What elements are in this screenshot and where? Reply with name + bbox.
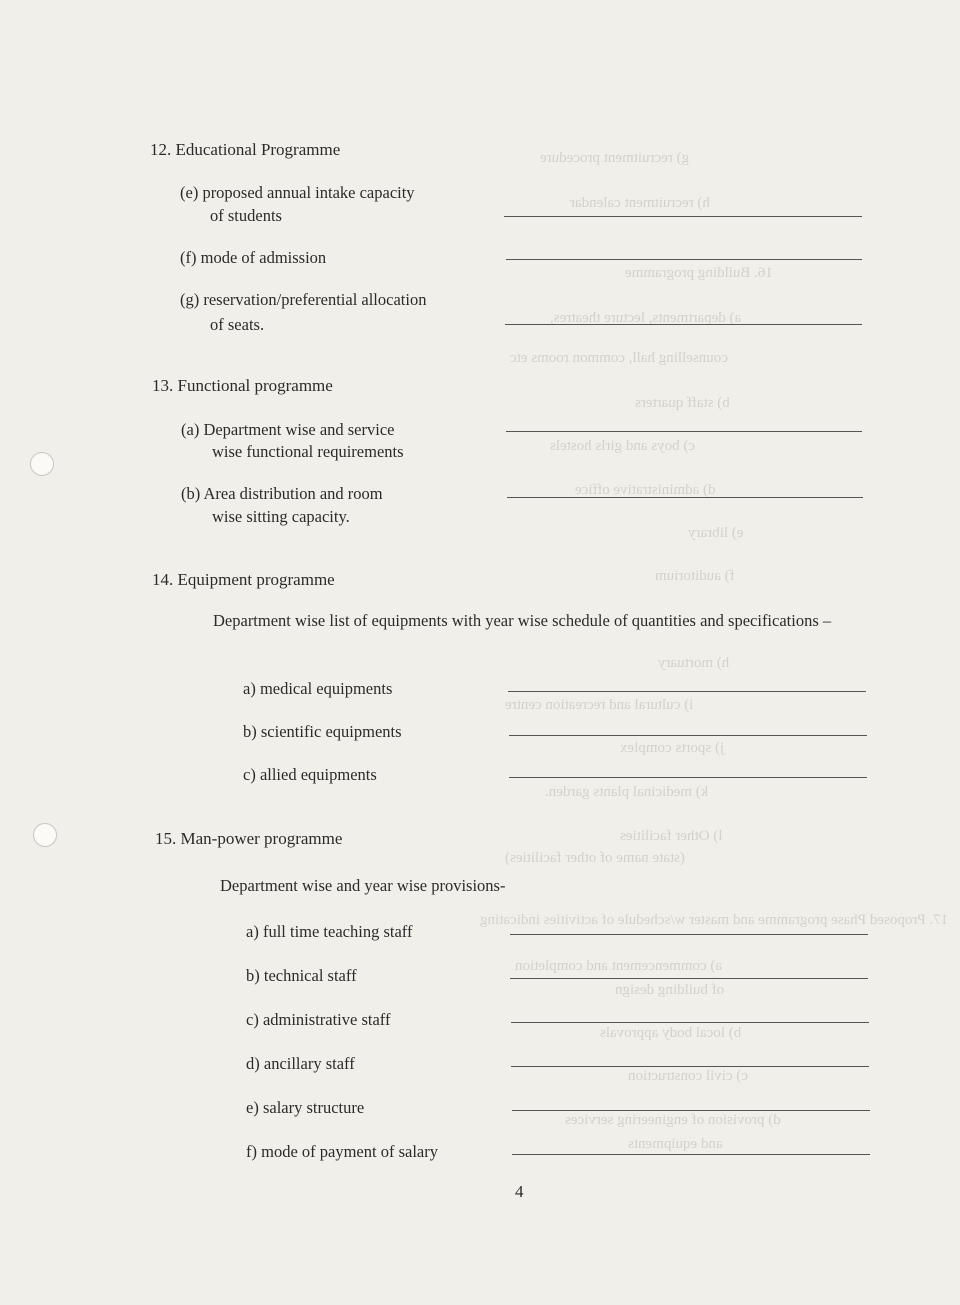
item-12f: (f) mode of admission (180, 248, 327, 267)
item-12e-line1: (e) proposed annual intake capacity (180, 183, 415, 202)
item-14b: b) scientific equipments (243, 722, 402, 741)
section-14-intro: Department wise list of equipments with year wise schedule of quantities and specifications – (213, 611, 832, 630)
item-13b-line1: (b) Area distribution and room (181, 484, 383, 503)
answer-line-15c[interactable] (511, 1022, 869, 1023)
show-through-text: f) auditorium (655, 568, 735, 584)
show-through-text: i) cultural and recreation centre (505, 697, 694, 713)
answer-line-13a[interactable] (506, 431, 862, 432)
answer-line-15d[interactable] (511, 1066, 869, 1067)
item-13a-line2: wise functional requirements (212, 442, 404, 461)
punch-hole-bottom (33, 823, 57, 847)
answer-line-14c[interactable] (509, 777, 867, 778)
item-15e: e) salary structure (246, 1098, 365, 1117)
show-through-text: j) sports complex (620, 740, 725, 756)
answer-line-12g[interactable] (505, 324, 862, 325)
item-15c: c) administrative staff (246, 1010, 391, 1029)
section-15-intro: Department wise and year wise provisions- (220, 876, 506, 895)
section-12-heading: 12. Educational Programme (150, 140, 341, 159)
show-through-text: a) departments, lecture theatres, (550, 310, 742, 326)
show-through-text: b) local body approvals (600, 1025, 742, 1041)
section-14-heading: 14. Equipment programme (152, 570, 335, 589)
answer-line-14b[interactable] (509, 735, 867, 736)
show-through-text: d) provision of engineering services (565, 1112, 781, 1128)
show-through-text: h) mortuary (658, 655, 730, 671)
item-14c: c) allied equipments (243, 765, 377, 784)
show-through-text: l) Other facilities (620, 828, 723, 844)
page-number: 4 (515, 1182, 524, 1201)
answer-line-12e[interactable] (504, 216, 862, 217)
section-15-heading: 15. Man-power programme (155, 829, 343, 848)
show-through-text: (state name of other facilities) (505, 850, 685, 866)
item-13b-line2: wise sitting capacity. (212, 507, 350, 526)
answer-line-15b[interactable] (510, 978, 868, 979)
answer-line-15a[interactable] (510, 934, 868, 935)
punch-hole-top (30, 452, 54, 476)
show-through-text: d) administrative office (575, 482, 716, 498)
answer-line-15e[interactable] (512, 1110, 870, 1111)
show-through-text: h) recruitment calendar (570, 195, 710, 211)
show-through-text: a) commencement and completion (515, 958, 723, 974)
show-through-text: 17. Proposed Phase programme and master w/schedule of activities indicating (480, 912, 949, 928)
item-14a: a) medical equipments (243, 679, 393, 698)
section-13-heading: 13. Functional programme (152, 376, 333, 395)
item-12e-line2: of students (210, 206, 282, 225)
show-through-text: g) recruitment procedure (540, 150, 690, 166)
show-through-text: 16. Building programme (625, 265, 773, 281)
answer-line-15f[interactable] (512, 1154, 870, 1155)
item-15f: f) mode of payment of salary (246, 1142, 438, 1161)
show-through-text: counselling hall, common rooms etc (510, 350, 728, 366)
item-12g-line2: of seats. (210, 315, 265, 334)
item-15a: a) full time teaching staff (246, 922, 413, 941)
show-through-text: and equipments (628, 1136, 723, 1152)
answer-line-14a[interactable] (508, 691, 866, 692)
show-through-text: of building design (615, 982, 725, 998)
item-12g-line1: (g) reservation/preferential allocation (180, 290, 427, 309)
show-through-text: c) civil construction (628, 1068, 748, 1084)
answer-line-12f[interactable] (506, 259, 862, 260)
item-15b: b) technical staff (246, 966, 357, 985)
show-through-text: c) boys and girls hostels (550, 438, 695, 454)
item-13a-line1: (a) Department wise and service (181, 420, 395, 439)
item-15d: d) ancillary staff (246, 1054, 355, 1073)
answer-line-13b[interactable] (507, 497, 863, 498)
show-through-text: k) medicinal plants garden. (545, 784, 709, 800)
show-through-text: b) staff quarters (635, 395, 730, 411)
show-through-text: e) library (688, 525, 744, 541)
